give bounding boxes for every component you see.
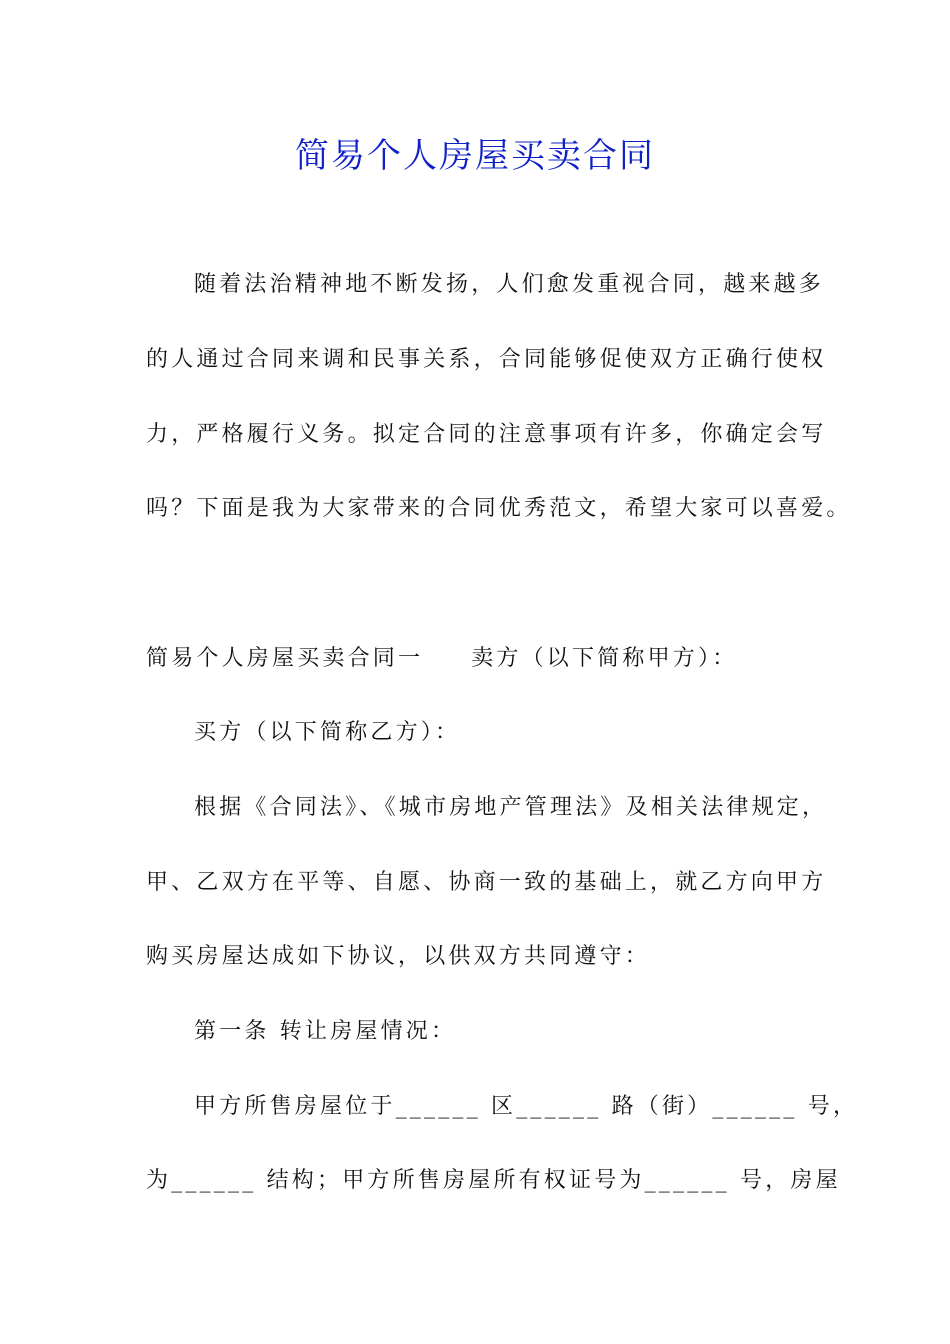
- section-heading: 简易个人房屋买卖合同一: [146, 646, 424, 671]
- section-heading-row: [146, 644, 816, 674]
- intro-line-3: 力，严格履行义务。拟定合同的注意事项有许多，你确定会写: [146, 422, 827, 447]
- article-one-heading: 第一条 转让房屋情况：: [194, 1019, 457, 1044]
- intro-line-4: 吗？下面是我为大家带来的合同优秀范文，希望大家可以喜爱。: [146, 496, 852, 521]
- basis-line-1: 根据《合同法》、《城市房地产管理法》及相关法律规定，: [194, 795, 828, 820]
- basis-line-3: 购买房屋达成如下协议，以供双方共同遵守：: [146, 944, 651, 969]
- basis-line-2: 甲、乙双方在平等、自愿、协商一致的基础上，就乙方向甲方: [146, 870, 827, 895]
- seller-line: 卖方（以下简称甲方）：: [471, 646, 738, 671]
- document-title: 简易个人房屋买卖合同: [295, 136, 655, 176]
- intro-line-2: 的人通过合同来调和民事关系，合同能够促使双方正确行使权: [146, 347, 827, 372]
- buyer-line: 买方（以下简称乙方）：: [194, 720, 461, 745]
- intro-line-1: 随着法治精神地不断发扬，人们愈发重视合同，越来越多: [194, 272, 825, 297]
- house-line-1: 甲方所售房屋位于______ 区______ 路（街）______ 号，: [194, 1094, 859, 1119]
- house-line-2: 为______ 结构；甲方所售房屋所有权证号为______ 号，房屋: [146, 1168, 841, 1193]
